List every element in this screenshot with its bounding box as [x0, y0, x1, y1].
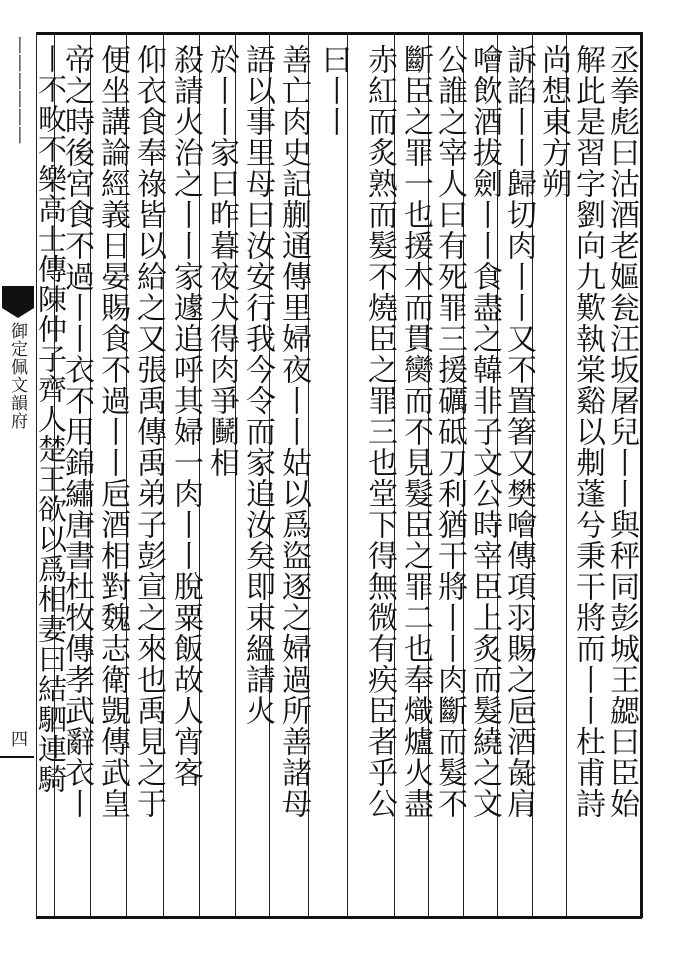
text-column-5: 噲飲酒拔劍丨丨食盡之韓非子文公時宰臣上炙而髮繞之文: [467, 44, 502, 819]
book-title: 御定佩文韻府: [7, 322, 27, 430]
text-column-9: 曰丨丨: [316, 44, 351, 137]
text-column-3: 尚想東方朔: [536, 44, 571, 199]
text-column-1: 丞拳彪曰沽酒老嫗瓮汪坂屠兒丨丨與秤同彭城王勰曰臣始: [604, 44, 639, 819]
text-column-4: 訴諂丨丨歸切肉丨丨又不置箸又樊噲傳項羽賜之巵酒彘肩: [501, 44, 536, 819]
text-column-8: 赤紅而炙熟而髮不燒臣之罪三也堂下得無微有疾臣者乎公: [362, 44, 397, 819]
frame-bottom-border: [36, 916, 642, 919]
text-column-10: 善亡肉史記蒯通傳里婦夜丨丨姑以爲盜逐之婦過所善諸母: [276, 44, 311, 819]
page-number: 四: [7, 730, 27, 747]
margin-marks: 丨丨丨丨丨丨: [8, 36, 29, 144]
page-margin: [0, 0, 36, 963]
text-column-6: 公誰之宰人曰有死罪三援礪砥刀利猶干將丨丨肉斷而髮不: [432, 44, 467, 819]
text-column-14: 仰衣食奉祿皆以給之又張禹傳禹弟子彭宣之來也禹見之于: [131, 44, 166, 819]
text-column-16: 帝之時後宮食不過丨丨衣不用錦繡唐書杜牧傳孝武辭衣丨: [59, 44, 94, 819]
text-column-7: 斷臣之罪一也援木而貫臠而不見髮臣之罪二也奉熾爐火盡: [398, 44, 433, 819]
text-column-12: 於丨丨家曰昨暮夜犬得肉爭鬭相: [204, 44, 239, 478]
text-column-13: 殺請火治之丨丨家遽追呼其婦一肉丨丨脫粟飯故人宵客: [168, 44, 203, 788]
fishtail-mark: [2, 286, 34, 308]
text-column-11: 語以事里母曰汝安行我今令而家追汝矣即束縕請火: [240, 44, 275, 726]
text-column-2: 解此是習字劉向九歎執棠谿以刜蓬兮秉干將而丨丨杜甫詩: [570, 44, 605, 819]
text-column-17: 丨不畋不樂高士傳陳仲子齊人楚王欲以爲相妻曰結駟連騎: [34, 44, 68, 794]
text-column-15: 便坐講論經義日晏賜食不過丨丨巵酒相對魏志衛覬傳武皇: [95, 44, 130, 819]
frame-right-border: [640, 32, 643, 918]
margin-tick: [0, 756, 34, 758]
